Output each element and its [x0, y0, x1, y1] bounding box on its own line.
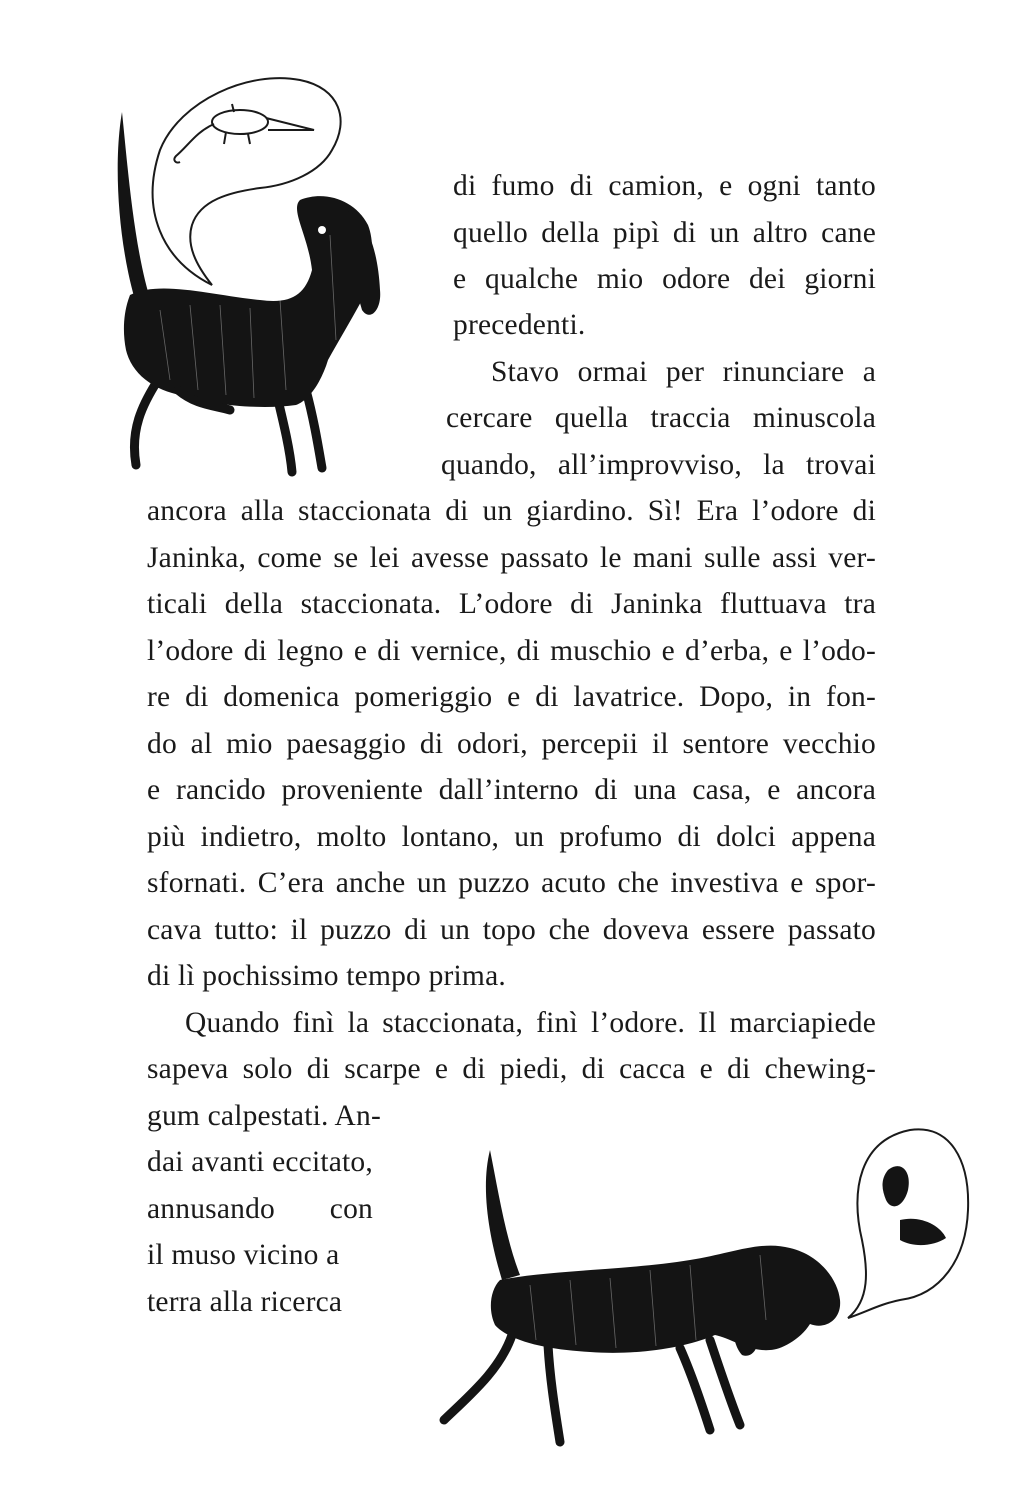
dog-body-icon: [124, 196, 372, 407]
text-line: precedenti.: [453, 309, 586, 341]
text-line: gum calpestati. An-: [147, 1100, 382, 1132]
text-line: cava tutto: il puzzo di un topo che doveva essere passato: [147, 914, 876, 946]
dog-tail-icon: [118, 112, 152, 315]
thought-scribble-icon: [883, 1166, 947, 1245]
text-line: re di domenica pomeriggio e di lavatrice. Dopo, in fon-: [147, 681, 876, 713]
text-line: Stavo ormai per rinunciare a: [491, 356, 876, 388]
text-line: quello della pipì di un altro cane: [453, 217, 876, 249]
bottom-dog-illustration: [430, 1120, 980, 1460]
text-line: sfornati. C’era anche un puzzo acuto che investiva e spor-: [147, 867, 876, 899]
text-line: terra alla ricerca: [147, 1286, 343, 1318]
text-line: dai avanti eccitato,: [147, 1146, 373, 1178]
text-line: cercare quella traccia minuscola: [446, 402, 876, 434]
text-line: Janinka, come se lei avesse passato le mani sulle assi ver-: [147, 542, 876, 574]
text-line: ticali della staccionata. L’odore di Janinka fluttuava tra: [147, 588, 876, 620]
text-line: e rancido proveniente dall’interno di una casa, e ancora: [147, 774, 876, 806]
text-line: l’odore di legno e di vernice, di muschio e d’erba, e l’odo-: [147, 635, 876, 667]
top-dog-illustration: [100, 60, 400, 480]
text-line: e qualche mio odore dei giorni: [453, 263, 876, 295]
dog-tail-icon: [486, 1150, 520, 1280]
dog-illustration-icon: [430, 1120, 980, 1460]
text-line: il muso vicino a: [147, 1239, 340, 1271]
mouse-icon: [174, 104, 314, 163]
text-line: do al mio paesaggio di odori, percepii il sentore vecchio: [147, 728, 876, 760]
text-line: di lì pochissimo tempo prima.: [147, 960, 506, 992]
text-line: annusando con: [147, 1193, 373, 1225]
text-line: più indietro, molto lontano, un profumo di dolci appena: [147, 821, 876, 853]
text-line: ancora alla staccionata di un giardino. Sì! Era l’odore di: [147, 495, 876, 527]
dog-illustration-icon: [100, 60, 400, 480]
text-line: quando, all’improvviso, la trovai: [441, 449, 876, 481]
dog-eye-icon: [318, 226, 326, 234]
text-line: Quando finì la staccionata, finì l’odore. Il marciapiede: [185, 1007, 876, 1039]
dog-body-icon: [491, 1246, 840, 1353]
text-line: sapeva solo di scarpe e di piedi, di cacca e di chewing-: [147, 1053, 876, 1085]
text-line: di fumo di camion, e ogni tanto: [453, 170, 876, 202]
